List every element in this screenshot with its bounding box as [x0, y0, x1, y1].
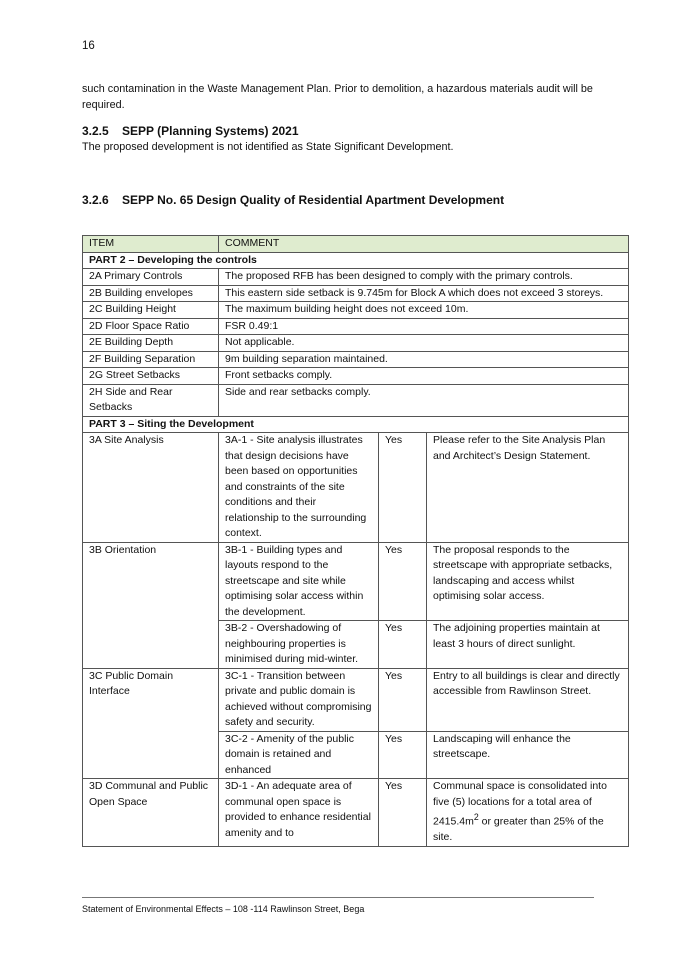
row-compliance: Yes [379, 542, 427, 621]
section-number: 3.2.6 [82, 193, 109, 207]
row-comment: This eastern side setback is 9.745m for Block A which does not exceed 3 storeys. [219, 285, 629, 302]
table-row [83, 285, 629, 302]
row-comment: Entry to all buildings is clear and directly accessible from Rawlinson Street. [427, 668, 629, 731]
row-item: 3D Communal and Public Open Space [83, 779, 219, 847]
row-comment: Side and rear setbacks comply. [219, 384, 629, 416]
row-objective: 3C-2 - Amenity of the public domain is retained and enhanced [219, 731, 379, 779]
table-row [83, 335, 629, 352]
table-header-row [83, 236, 629, 253]
row-comment: FSR 0.49:1 [219, 318, 629, 335]
header-item: ITEM [83, 236, 219, 253]
section-3-2-5-text: The proposed development is not identified as State Significant Development. [82, 141, 454, 153]
page-footer: Statement of Environmental Effects – 108 -114 Rawlinson Street, Bega [82, 904, 365, 914]
section-title: SEPP (Planning Systems) 2021 [122, 124, 299, 138]
row-comment: The maximum building height does not exceed 10m. [219, 302, 629, 319]
part3-heading-row [83, 416, 629, 433]
table-row [83, 384, 629, 416]
part2-heading-row [83, 252, 629, 269]
comment-text: Communal space is consolidated into five (5) locations for a total area of 2415.4m [433, 780, 607, 828]
row-objective: 3C-1 - Transition between private and public domain is achieved without compromising safety and security. [219, 668, 379, 731]
row-comment: The adjoining properties maintain at least 3 hours of direct sunlight. [427, 621, 629, 669]
row-item: 3B Orientation [83, 542, 219, 668]
row-objective: 3B-2 - Overshadowing of neighbouring properties is minimised during mid-winter. [219, 621, 379, 669]
row-comment: The proposal responds to the streetscape with appropriate setbacks, landscaping and access whilst optimising solar access. [427, 542, 629, 621]
part3-heading: PART 3 – Siting the Development [83, 416, 629, 433]
part2-heading: PART 2 – Developing the controls [83, 252, 629, 269]
row-comment: The proposed RFB has been designed to comply with the primary controls. [219, 269, 629, 286]
row-item: 3A Site Analysis [83, 433, 219, 543]
table-row [83, 351, 629, 368]
row-compliance: Yes [379, 731, 427, 779]
row-item: 2F Building Separation [83, 351, 219, 368]
row-comment: 9m building separation maintained. [219, 351, 629, 368]
comment-text-continued: or greater than 25% of the site. [433, 815, 604, 843]
row-compliance: Yes [379, 433, 427, 543]
row-item: 2C Building Height [83, 302, 219, 319]
table-row [83, 368, 629, 385]
table-row [83, 668, 629, 731]
section-heading-3-2-5 [82, 124, 299, 138]
row-objective: 3D-1 - An adequate area of communal open space is provided to enhance residential amenity and to [219, 779, 379, 847]
intro-paragraph: such contamination in the Waste Management Plan. Prior to demolition, a hazardous materials audit will be required. [82, 83, 593, 111]
row-item: 2H Side and Rear Setbacks [83, 384, 219, 416]
footer-divider [82, 897, 594, 898]
row-compliance: Yes [379, 621, 427, 669]
table-row [83, 542, 629, 621]
table-row [83, 779, 629, 847]
section-title: SEPP No. 65 Design Quality of Residential Apartment Development [122, 193, 505, 207]
row-comment: Front setbacks comply. [219, 368, 629, 385]
row-comment [427, 779, 629, 847]
row-item: 2D Floor Space Ratio [83, 318, 219, 335]
table-row [83, 302, 629, 319]
section-heading-3-2-6 [82, 193, 504, 207]
table-row [83, 269, 629, 286]
table-row [83, 433, 629, 543]
row-item: 2E Building Depth [83, 335, 219, 352]
row-item: 3C Public Domain Interface [83, 668, 219, 779]
row-comment: Landscaping will enhance the streetscape. [427, 731, 629, 779]
row-comment: Please refer to the Site Analysis Plan and Architect’s Design Statement. [427, 433, 629, 543]
superscript-squared: 2 [473, 812, 479, 822]
page-number: 16 [82, 40, 95, 52]
row-comment: Not applicable. [219, 335, 629, 352]
row-objective: 3B-1 - Building types and layouts respond to the streetscape and site while optimising solar access within the development. [219, 542, 379, 621]
sepp65-compliance-table [82, 235, 629, 847]
row-objective: 3A-1 - Site analysis illustrates that design decisions have been based on opportunities and constraints of the site conditions and their relationship to the surrounding context. [219, 433, 379, 543]
row-compliance: Yes [379, 668, 427, 731]
row-item: 2B Building envelopes [83, 285, 219, 302]
section-number: 3.2.5 [82, 124, 109, 138]
row-item: 2A Primary Controls [83, 269, 219, 286]
row-item: 2G Street Setbacks [83, 368, 219, 385]
header-comment: COMMENT [219, 236, 629, 253]
table-row [83, 318, 629, 335]
row-compliance: Yes [379, 779, 427, 847]
